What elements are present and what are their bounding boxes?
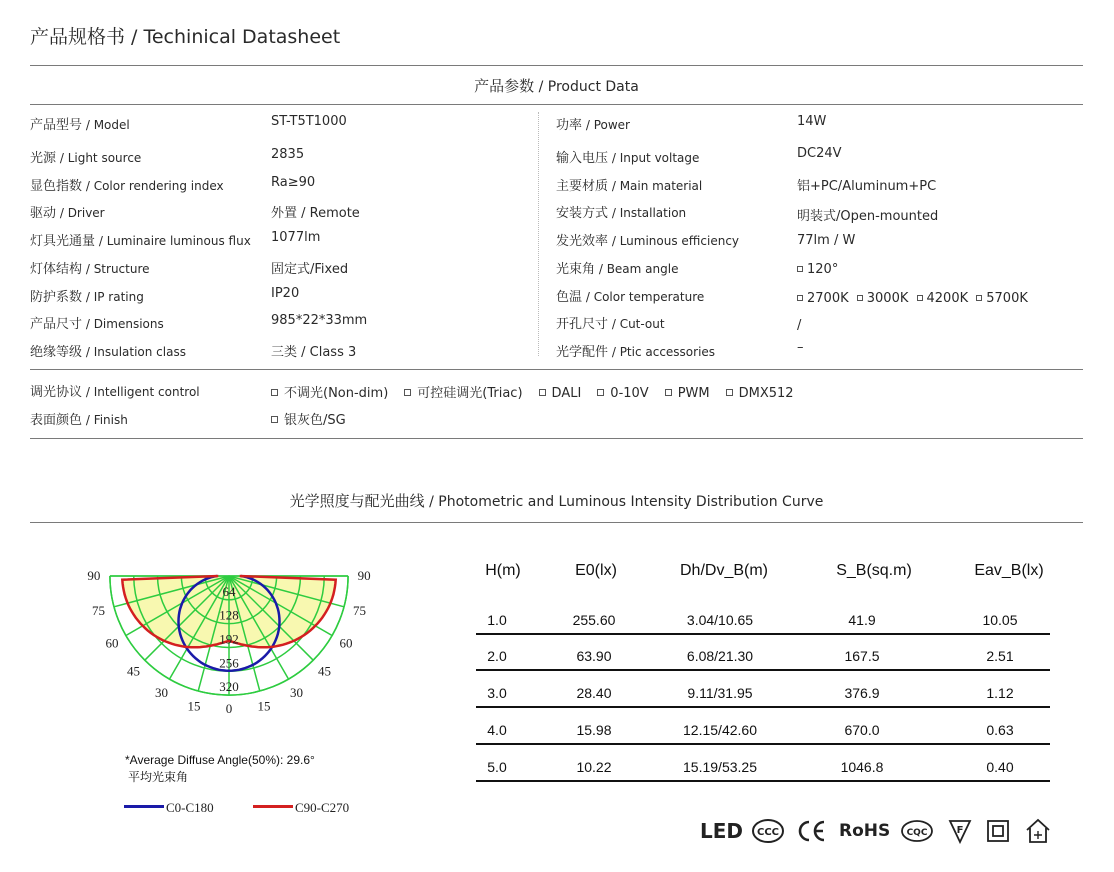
table-header: Eav_B(lx) <box>974 562 1044 579</box>
table-cell: 28.40 <box>576 685 612 701</box>
table-row-divider <box>476 669 1050 671</box>
spec-value <box>271 202 360 222</box>
table-cell: 63.90 <box>576 648 612 664</box>
finish-options <box>271 409 362 429</box>
spec-label <box>556 147 699 167</box>
spec-value <box>797 205 938 225</box>
finish-option[interactable] <box>271 409 346 428</box>
spec-label-cn: 驱动 <box>30 206 57 221</box>
rohs-mark: RoHS <box>839 821 891 841</box>
spec-label-en: / Installation <box>608 206 687 220</box>
spec-value-text: 1077lm <box>271 230 321 245</box>
spec-value-text: 外置 / Remote <box>271 206 360 221</box>
control-label <box>30 381 200 401</box>
spec-label-cn: 安装方式 <box>556 206 609 221</box>
spec-value-text: 985*22*33mm <box>271 313 368 328</box>
svg-text:CQC: CQC <box>906 828 928 838</box>
spec-label-cn: 输入电压 <box>556 151 609 166</box>
checkbox-icon <box>271 416 278 423</box>
ce-icon <box>797 818 827 844</box>
table-cell: 167.5 <box>844 648 880 664</box>
spec-label-en: / Ptic accessories <box>608 345 716 359</box>
spec-label-en: / Light source <box>56 151 142 165</box>
divider <box>30 104 1083 105</box>
spec-value <box>797 114 826 134</box>
divider <box>30 522 1083 523</box>
cct-option[interactable] <box>917 291 969 306</box>
radial-label: 256 <box>219 655 239 671</box>
spec-label <box>30 341 186 361</box>
spec-value-text: Ra≥90 <box>271 175 316 190</box>
checkbox-icon <box>797 266 803 272</box>
table-cell: 0.40 <box>986 759 1014 775</box>
cct-option[interactable] <box>857 291 909 306</box>
angle-label-right: 30 <box>290 685 303 700</box>
spec-value-text: 2835 <box>271 147 305 162</box>
spec-label <box>30 230 251 250</box>
spec-label-cn: 灯具光通量 <box>30 234 96 249</box>
double-insulation-icon <box>986 819 1010 843</box>
spec-value <box>271 230 320 250</box>
svg-text:F: F <box>956 825 964 836</box>
spec-value-text: 明装式/Open-mounted <box>797 209 939 224</box>
spec-label-cn: 产品尺寸 <box>30 317 83 332</box>
table-header: E0(lx) <box>575 562 617 579</box>
spec-label-en: / Main material <box>608 179 703 193</box>
table-cell: 0.63 <box>986 722 1014 738</box>
spec-label-en: / Model <box>82 118 130 132</box>
spec-label-en: / Structure <box>82 262 150 276</box>
angle-label-right: 15 <box>257 698 271 714</box>
diffuse-angle-note-cn: 平均光束角 <box>128 770 189 784</box>
angle-label-left: 75 <box>92 603 105 618</box>
spec-value <box>797 146 842 166</box>
legend-c0 <box>124 800 214 816</box>
spec-value <box>271 341 356 361</box>
spec-label-en: / Color temperature <box>582 290 705 304</box>
spec-label-cn: 发光效率 <box>556 234 609 249</box>
spec-value-text: / <box>797 318 802 333</box>
spec-label <box>556 341 715 361</box>
table-cell: 4.0 <box>487 722 507 738</box>
table-cell: 255.60 <box>572 612 616 628</box>
spec-value <box>271 313 367 333</box>
checkbox-icon <box>539 389 546 396</box>
checkbox-icon <box>857 295 863 301</box>
control-option[interactable] <box>271 382 388 401</box>
spec-value-text: ST-T5T1000 <box>271 114 347 129</box>
table-cell: 9.11/31.95 <box>687 685 753 701</box>
control-option-label: DALI <box>551 386 582 401</box>
table-cell: 41.9 <box>848 612 876 628</box>
legend-label: C0-C180 <box>166 800 214 815</box>
table-header: H(m) <box>485 562 521 579</box>
spec-label <box>30 175 224 195</box>
radial-label: 64 <box>222 583 236 599</box>
table-cell: 376.9 <box>844 685 880 701</box>
spec-label <box>556 114 630 134</box>
spec-label-en: / IP rating <box>82 290 144 304</box>
spec-label-cn: 开孔尺寸 <box>556 317 609 332</box>
table-cell: 10.05 <box>982 612 1018 628</box>
table-cell: 1046.8 <box>840 759 884 775</box>
indoor-use-icon <box>1024 817 1052 845</box>
spec-value <box>271 258 348 278</box>
spec-value-text: DC24V <box>797 146 842 161</box>
checkbox-icon <box>797 295 803 301</box>
control-option[interactable] <box>597 386 648 401</box>
finish-label-cn: 表面颜色 <box>30 413 83 428</box>
table-cell: 6.08/21.30 <box>686 648 754 664</box>
control-options <box>271 382 810 402</box>
spec-label-cn: 产品型号 <box>30 118 83 133</box>
photometric-heading-en: / Photometric and Luminous Intensity Distribution Curve <box>424 494 824 510</box>
cct-option-label: 3000K <box>866 291 909 306</box>
diffuse-angle-note: *Average Diffuse Angle(50%): 29.6° <box>125 753 315 767</box>
angle-label-left: 90 <box>87 568 101 583</box>
spec-value <box>797 318 801 338</box>
photometric-heading-cn: 光学照度与配光曲线 <box>289 492 425 510</box>
spec-value-text: 三类 / Class 3 <box>271 345 357 360</box>
spec-label-en: / Luminous efficiency <box>608 234 740 248</box>
table-cell: 12.15/42.60 <box>683 722 757 738</box>
divider <box>30 438 1083 439</box>
cqc-icon <box>900 819 934 843</box>
spec-label-en: / Driver <box>56 206 105 220</box>
angle-label-left: 15 <box>187 698 201 714</box>
spec-label <box>556 313 665 333</box>
spec-value <box>271 286 299 306</box>
table-cell: 15.19/53.25 <box>683 759 757 775</box>
control-option-label: PWM <box>677 386 710 401</box>
table-cell: 15.98 <box>576 722 612 738</box>
spec-value-text: 铝+PC/Aluminum+PC <box>797 179 937 194</box>
table-header: S_B(sq.m) <box>836 562 912 579</box>
svg-text:CCC: CCC <box>757 827 780 838</box>
table-cell: 5.0 <box>487 759 507 775</box>
angle-label-left: 60 <box>105 635 119 651</box>
angle-label-right: 60 <box>339 635 353 651</box>
spec-label-cn: 功率 <box>556 118 583 133</box>
spec-label-cn: 光源 <box>30 151 57 166</box>
checkbox-icon <box>917 295 923 301</box>
product-data-heading <box>30 75 1083 96</box>
control-option-label: 可控硅调光(Triac) <box>417 386 523 401</box>
legend-line-red <box>253 805 293 808</box>
control-option[interactable] <box>665 386 710 401</box>
spec-value-text: 77lm / W <box>797 233 856 248</box>
checkbox-icon <box>726 389 733 396</box>
product-data-heading-cn: 产品参数 <box>474 77 535 95</box>
product-data-heading-en: / Product Data <box>534 79 639 95</box>
luminous-intensity-polar-diagram <box>60 560 400 750</box>
angle-label-left: 30 <box>155 685 168 700</box>
table-row-divider <box>476 706 1050 708</box>
cct-option-label: 5700K <box>986 291 1028 306</box>
spec-value <box>797 340 804 360</box>
table-cell: 10.22 <box>576 759 612 775</box>
checkbox-icon <box>404 389 411 396</box>
spec-label-cn: 主要材质 <box>556 179 609 194</box>
control-label-en: / Intelligent control <box>82 385 200 399</box>
finish-option-label: 银灰色/SG <box>284 413 346 428</box>
table-cell: 3.0 <box>487 685 507 701</box>
spec-label-cn: 光束角 <box>556 262 596 277</box>
legend-c90 <box>253 800 349 816</box>
angle-label-left: 45 <box>127 663 140 679</box>
spec-value <box>797 262 838 282</box>
spec-label-cn: 防护系数 <box>30 290 83 305</box>
spec-label-en: / Beam angle <box>595 262 679 276</box>
cct-options <box>797 291 1032 311</box>
finish-label-en: / Finish <box>82 413 128 427</box>
certification-marks <box>700 814 1052 848</box>
finish-label <box>30 409 128 429</box>
spec-value-text: 固定式/Fixed <box>271 262 349 277</box>
spec-label-en: / Luminaire luminous flux <box>95 234 251 248</box>
spec-label <box>30 313 164 333</box>
spec-value <box>271 114 347 134</box>
cct-option[interactable] <box>797 291 849 306</box>
cct-option[interactable] <box>976 291 1028 306</box>
table-cell: 2.0 <box>487 648 507 664</box>
control-option[interactable] <box>726 386 794 401</box>
spec-value-text: 14W <box>797 114 827 129</box>
checkbox-icon <box>665 389 672 396</box>
spec-label-cn: 灯体结构 <box>30 262 83 277</box>
spec-label <box>556 286 704 306</box>
table-cell: 3.04/10.65 <box>686 612 754 628</box>
spec-label-cn: 光学配件 <box>556 345 609 360</box>
checkbox-icon <box>597 389 604 396</box>
cct-option-label: 4200K <box>926 291 969 306</box>
spec-label <box>30 147 141 167</box>
spec-label <box>556 175 702 195</box>
page-title: 产品规格书 / Techinical Datasheet <box>30 26 341 48</box>
control-option[interactable] <box>404 382 522 401</box>
table-row-divider <box>476 743 1050 745</box>
spec-value <box>797 233 855 253</box>
spec-label-en: / Input voltage <box>608 151 700 165</box>
table-cell: 670.0 <box>844 722 880 738</box>
table-row-divider <box>476 633 1050 635</box>
spec-label-cn: 显色指数 <box>30 179 83 194</box>
checkbox-icon <box>976 295 982 301</box>
spec-label-cn: 色温 <box>556 290 583 305</box>
column-separator <box>538 112 539 356</box>
spec-value <box>797 175 936 195</box>
spec-label <box>30 114 130 134</box>
spec-label-cn: 绝缘等级 <box>30 345 83 360</box>
angle-label-right: 45 <box>318 663 331 679</box>
table-row-divider <box>476 780 1050 782</box>
spec-label-en: / Cut-out <box>608 317 665 331</box>
legend-label: C90-C270 <box>295 800 350 815</box>
control-option[interactable] <box>539 386 582 401</box>
radial-label: 192 <box>219 631 239 647</box>
ccc-icon <box>751 818 785 844</box>
divider <box>30 65 1083 66</box>
angle-label-zero: 0 <box>225 701 233 717</box>
angle-label-right: 90 <box>357 568 371 583</box>
radial-label: 128 <box>219 607 239 623</box>
spec-label <box>556 230 739 250</box>
spec-value-text: 120° <box>807 262 839 277</box>
f-mark-icon <box>948 818 972 844</box>
table-cell: 1.12 <box>986 685 1014 701</box>
radial-label: 320 <box>219 679 239 695</box>
control-option-label: 不调光(Non-dim) <box>284 386 389 401</box>
spec-label <box>556 202 686 222</box>
table-header: Dh/Dv_B(m) <box>679 562 768 579</box>
spec-value <box>271 147 304 167</box>
spec-label-en: / Insulation class <box>82 345 186 359</box>
cct-option-label: 2700K <box>807 291 849 306</box>
led-mark: LED <box>700 819 744 843</box>
legend-line-blue <box>124 805 164 808</box>
spec-label-en: / Dimensions <box>82 317 164 331</box>
table-cell: 1.0 <box>487 612 507 628</box>
angle-label-right: 75 <box>353 603 366 618</box>
spec-label <box>30 286 144 306</box>
control-option-label: DMX512 <box>738 386 794 401</box>
divider <box>30 369 1083 370</box>
spec-value <box>271 175 315 195</box>
checkbox-icon <box>271 389 278 396</box>
table-cell: 2.51 <box>986 648 1014 664</box>
control-label-cn: 调光协议 <box>30 385 83 400</box>
spec-label <box>30 258 150 278</box>
spec-label <box>556 258 678 278</box>
spec-value-text: IP20 <box>271 286 300 301</box>
photometric-heading <box>30 490 1083 511</box>
spec-label-en: / Color rendering index <box>82 179 224 193</box>
spec-value-text: – <box>797 340 804 355</box>
control-option-label: 0-10V <box>610 386 649 401</box>
spec-label <box>30 202 105 222</box>
spec-label-en: / Power <box>582 118 630 132</box>
